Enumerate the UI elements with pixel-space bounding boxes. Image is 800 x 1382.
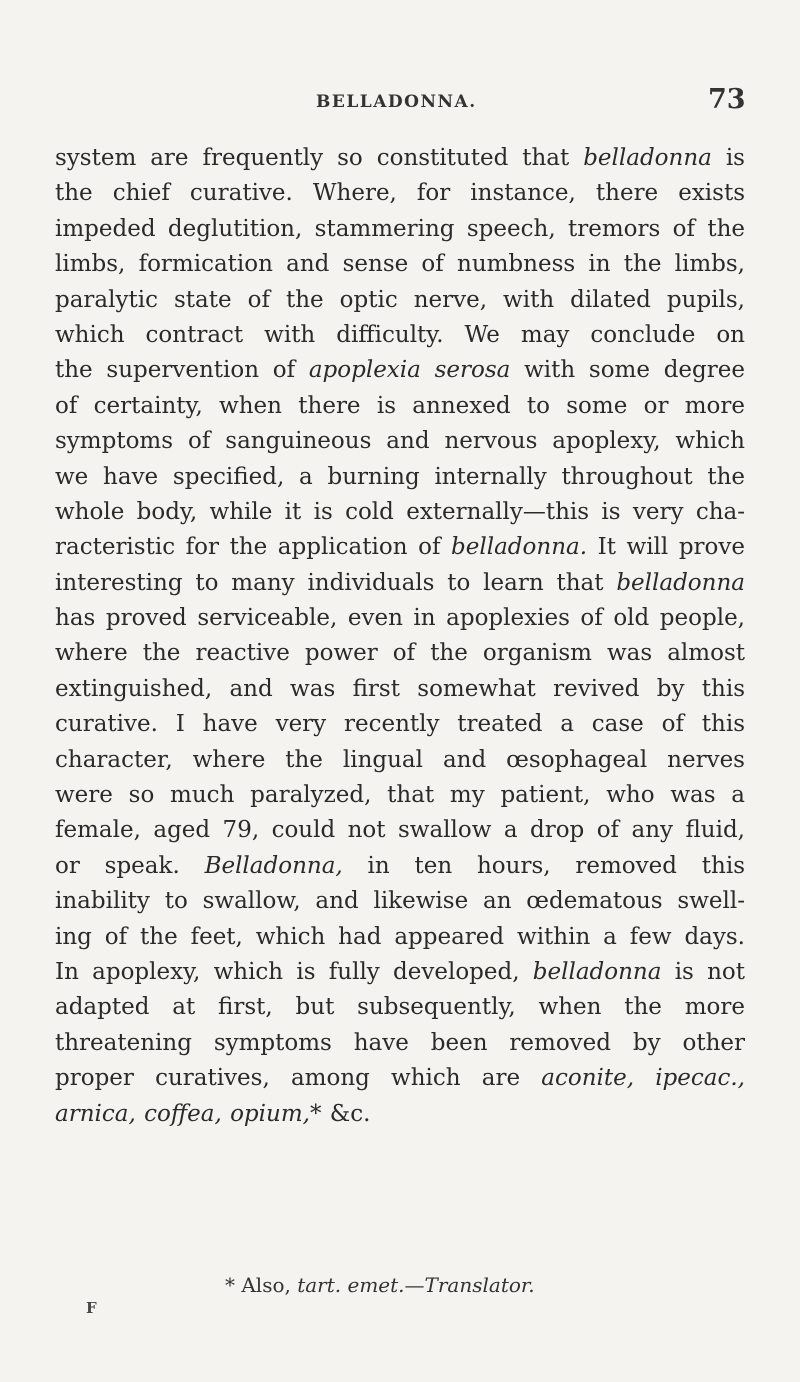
italic-term: coffea, — [144, 1100, 222, 1127]
text-run: system are frequently so constituted that — [55, 145, 584, 171]
footnote-translator: Translator. — [424, 1273, 535, 1297]
text-line — [55, 353, 745, 388]
text-run: proper curatives, among which are — [55, 1065, 542, 1092]
text-line — [55, 1061, 745, 1096]
text-line — [55, 743, 745, 778]
text-run: character, where the lingual and œsophageal nerves — [55, 746, 745, 773]
footnote — [225, 1273, 535, 1297]
footnote-dash: — — [404, 1273, 425, 1297]
running-title: BELLADONNA. — [316, 92, 477, 112]
text-run: is not — [661, 958, 745, 985]
text-run: were so much paralyzed, that my patient, who was a — [55, 782, 745, 809]
text-line — [55, 920, 745, 955]
text-run: of certainty, when there is annexed to some or more — [55, 392, 745, 419]
text-run: in ten hours, removed this — [342, 852, 745, 879]
text-run: with some degree — [510, 357, 745, 384]
text-line — [55, 460, 745, 495]
text-run: has proved serviceable, even in apoplexies of old people, — [55, 605, 745, 632]
signature-mark: F — [86, 1299, 97, 1317]
text-line — [55, 601, 745, 636]
italic-term: apoplexia serosa — [308, 357, 511, 384]
italic-term: belladonna — [616, 569, 745, 596]
text-run: ing of the feet, which had appeared within a few days. — [55, 923, 745, 950]
text-line — [55, 495, 745, 530]
text-line — [55, 778, 745, 813]
footnote-italic-text: tart. emet. — [297, 1273, 405, 1297]
text-run: In apoplexy, which is fully developed, — [55, 958, 533, 985]
italic-term: aconite, — [541, 1065, 635, 1092]
text-line — [55, 424, 745, 459]
text-run: threatening symptoms have been removed by other — [55, 1029, 745, 1056]
italic-term: opium, — [230, 1100, 310, 1127]
text-line — [55, 283, 745, 318]
text-run: which contract with difficulty. We may conclude on — [55, 321, 745, 348]
text-run: * &c. — [309, 1100, 371, 1127]
text-run: female, aged 79, could not swallow a drop of any fluid, — [55, 817, 745, 844]
text-run: or speak. — [55, 852, 205, 879]
text-line — [55, 672, 745, 707]
text-run: inability to swallow, and likewise an œdematous swell- — [55, 888, 745, 915]
running-head — [0, 84, 800, 118]
italic-term: belladonna. — [451, 534, 588, 561]
text-run: extinguished, and was first somewhat revived by this — [55, 675, 745, 702]
italic-term: ipecac., — [655, 1065, 745, 1092]
text-line — [55, 1097, 745, 1132]
text-line — [55, 955, 745, 990]
page-number: 73 — [708, 84, 746, 115]
footnote-marker: * Also, — [225, 1273, 298, 1297]
text-run: impeded deglutition, stammering speech, tremors of the — [55, 215, 745, 242]
text-run: limbs, formication and sense of numbness in the limbs, — [55, 251, 745, 278]
text-line — [55, 141, 745, 176]
text-run: the supervention of — [55, 357, 309, 384]
text-run — [222, 1101, 230, 1127]
text-line — [55, 707, 745, 742]
text-line — [55, 176, 745, 211]
text-run: It will prove — [587, 534, 745, 561]
text-run: symptoms of sanguineous and nervous apoplexy, which — [55, 428, 745, 455]
text-run: we have specified, a burning internally throughout the — [55, 463, 745, 490]
text-run: adapted at first, but subsequently, when the more — [55, 994, 745, 1021]
text-line — [55, 247, 745, 282]
text-line — [55, 318, 745, 353]
text-line — [55, 849, 745, 884]
text-line — [55, 813, 745, 848]
italic-term: belladonna — [583, 145, 712, 171]
text-line — [55, 389, 745, 424]
text-run: is — [711, 145, 745, 171]
text-run: where the reactive power of the organism was almost — [55, 640, 745, 667]
text-line — [55, 530, 745, 565]
italic-term: belladonna — [532, 958, 662, 985]
text-run: interesting to many individuals to learn that — [55, 569, 617, 596]
text-line — [55, 884, 745, 919]
text-run: paralytic state of the optic nerve, with dilated pupils, — [55, 286, 745, 313]
text-run: curative. I have very recently treated a case of this — [55, 711, 745, 738]
text-line — [55, 566, 745, 601]
text-line — [55, 636, 745, 671]
text-line — [55, 990, 745, 1025]
text-run: racteristic for the application of — [55, 534, 452, 561]
text-run — [634, 1065, 655, 1091]
text-line — [55, 1026, 745, 1061]
text-run — [136, 1101, 144, 1127]
text-run: the chief curative. Where, for instance, there exists — [55, 180, 745, 207]
text-line — [55, 212, 745, 247]
body-paragraph — [55, 141, 745, 1132]
text-run: whole body, while it is cold externally—this is very cha- — [55, 498, 745, 525]
italic-term: Belladonna, — [204, 852, 343, 879]
italic-term: arnica, — [55, 1100, 136, 1127]
